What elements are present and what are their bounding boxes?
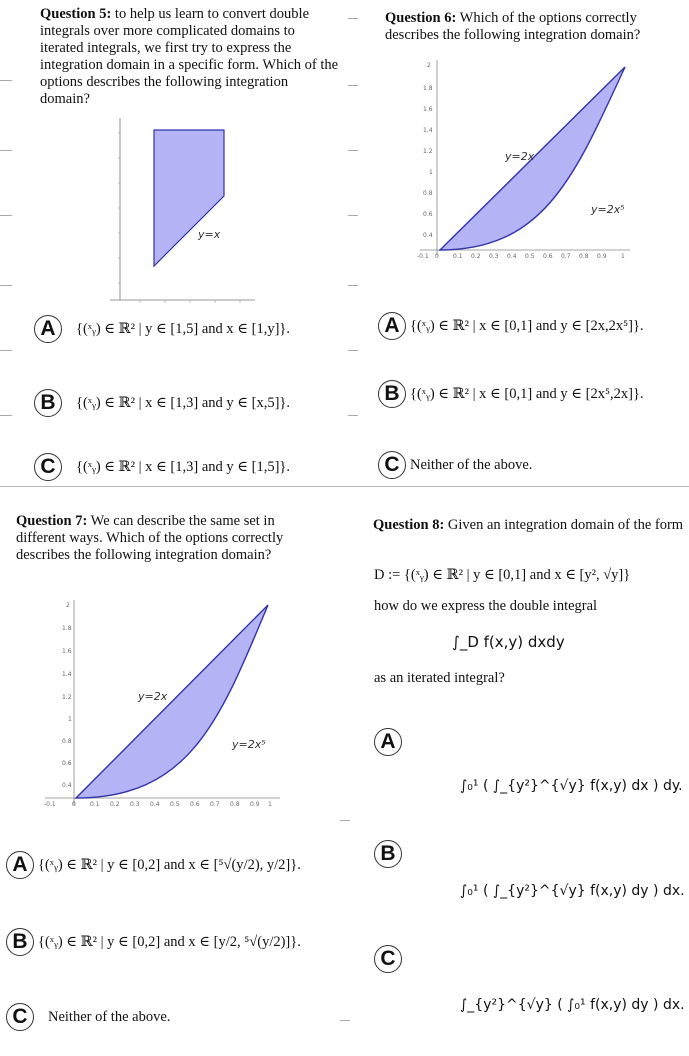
q7-option-a[interactable] — [6, 851, 301, 879]
option-text: Neither of the above. — [410, 456, 533, 473]
option-letter: B — [374, 840, 402, 868]
option-text: {(ˣᵧ) ∈ ℝ² | x ∈ [0,1] and y ∈ [2x⁵,2x]}. — [410, 385, 644, 402]
svg-text:1.2: 1.2 — [423, 148, 433, 155]
svg-text:0.3: 0.3 — [489, 253, 499, 260]
q7-curve2-label: y=2x⁵ — [232, 738, 266, 751]
margin-tick — [348, 415, 358, 416]
svg-text:1.8: 1.8 — [62, 625, 72, 632]
q6-curve1-label: y=2x — [505, 150, 535, 163]
question-5 — [40, 6, 340, 108]
svg-text:0.4: 0.4 — [150, 801, 160, 808]
svg-text:2: 2 — [427, 62, 431, 69]
q8-integral: ∫_D f(x,y) dxdy — [452, 633, 565, 651]
svg-text:1.8: 1.8 — [423, 85, 433, 92]
margin-tick — [0, 215, 12, 216]
margin-tick — [0, 285, 12, 286]
q8-as-text: as an iterated integral? — [374, 670, 505, 686]
question-text: We can describe the same set in different ways. Which of the options correctly describes the following integration domain? — [16, 513, 284, 563]
q6-x-ticks — [417, 253, 625, 260]
section-separator — [0, 486, 689, 487]
q5-domain-region — [154, 130, 224, 266]
svg-text:1: 1 — [268, 801, 272, 808]
question-text: Given an integration domain of the form — [447, 517, 684, 533]
margin-tick — [348, 285, 358, 286]
option-letter: A — [378, 312, 406, 340]
svg-text:0.6: 0.6 — [190, 801, 200, 808]
svg-text:0.2: 0.2 — [471, 253, 481, 260]
option-letter: A — [374, 728, 402, 756]
margin-tick — [340, 1020, 350, 1021]
option-text: Neither of the above. — [48, 1008, 171, 1025]
q7-grid-labels — [62, 602, 72, 789]
q8-option-b-text: ∫₀¹ ( ∫_{y²}^{√y} f(x,y) dy ) dx. — [460, 883, 685, 899]
option-text: {(ˣᵧ) ∈ ℝ² | y ∈ [1,5] and x ∈ [1,y]}. — [76, 320, 290, 337]
svg-text:0.7: 0.7 — [561, 253, 571, 260]
q8-option-a-text: ∫₀¹ ( ∫_{y²}^{√y} f(x,y) dx ) dy. — [460, 778, 683, 794]
svg-text:0.4: 0.4 — [62, 782, 72, 789]
svg-text:0.7: 0.7 — [210, 801, 220, 808]
margin-tick — [348, 350, 358, 351]
q7-domain-region — [76, 605, 268, 798]
svg-text:0.6: 0.6 — [543, 253, 553, 260]
svg-text:0.4: 0.4 — [507, 253, 517, 260]
svg-text:0.3: 0.3 — [130, 801, 140, 808]
margin-tick — [0, 80, 12, 81]
margin-tick — [0, 350, 12, 351]
option-letter: A — [6, 851, 34, 879]
question-7 — [16, 513, 321, 564]
q6-plot — [395, 55, 635, 265]
q6-option-b[interactable] — [378, 380, 644, 408]
q5-option-c[interactable] — [34, 453, 290, 481]
margin-tick — [348, 18, 358, 19]
q8-option-c[interactable] — [374, 945, 402, 973]
svg-text:0.1: 0.1 — [90, 801, 100, 808]
svg-text:-0.1: -0.1 — [44, 801, 56, 808]
question-label: Question 8: — [373, 517, 445, 533]
q6-grid-labels — [423, 62, 433, 239]
svg-text:1: 1 — [68, 716, 72, 723]
q5-option-a[interactable] — [34, 315, 290, 343]
svg-text:0.6: 0.6 — [62, 760, 72, 767]
svg-text:0.9: 0.9 — [597, 253, 607, 260]
margin-tick — [348, 85, 358, 86]
margin-tick — [0, 415, 12, 416]
q6-curve2-label: y=2x⁵ — [591, 203, 625, 216]
question-8 — [373, 517, 685, 534]
option-letter: C — [378, 451, 406, 479]
svg-text:1.4: 1.4 — [62, 671, 72, 678]
svg-text:0.8: 0.8 — [423, 190, 433, 197]
margin-tick — [0, 150, 12, 151]
question-label: Question 5: — [40, 6, 112, 22]
option-text: {(ˣᵧ) ∈ ℝ² | x ∈ [1,3] and y ∈ [x,5]}. — [76, 394, 290, 411]
q8-how-text: how do we express the double integral — [374, 598, 598, 614]
question-6 — [385, 10, 680, 44]
option-letter: A — [34, 315, 62, 343]
svg-text:0.5: 0.5 — [525, 253, 535, 260]
svg-text:0.5: 0.5 — [170, 801, 180, 808]
option-letter: C — [374, 945, 402, 973]
q8-domain-definition: D := {(ˣᵧ) ∈ ℝ² | y ∈ [0,1] and x ∈ [y², √y]} — [374, 567, 631, 583]
svg-text:0.4: 0.4 — [423, 232, 433, 239]
q7-x-ticks — [44, 801, 272, 808]
q8-option-b[interactable] — [374, 840, 402, 868]
option-text: {(ˣᵧ) ∈ ℝ² | y ∈ [0,2] and x ∈ [⁵√(y/2), y/2]}. — [38, 856, 301, 873]
svg-text:0: 0 — [435, 253, 439, 260]
svg-text:0.6: 0.6 — [423, 211, 433, 218]
svg-text:0: 0 — [72, 801, 76, 808]
q8-option-a[interactable] — [374, 728, 402, 756]
svg-text:1.4: 1.4 — [423, 127, 433, 134]
option-text: {(ˣᵧ) ∈ ℝ² | x ∈ [1,3] and y ∈ [1,5]}. — [76, 458, 290, 475]
option-text: {(ˣᵧ) ∈ ℝ² | y ∈ [0,2] and x ∈ [y/2, ⁵√(y/2)]}. — [38, 933, 301, 950]
option-letter: C — [34, 453, 62, 481]
option-letter: B — [378, 380, 406, 408]
svg-text:0.8: 0.8 — [230, 801, 240, 808]
option-text: {(ˣᵧ) ∈ ℝ² | x ∈ [0,1] and y ∈ [2x,2x⁵]}. — [410, 317, 644, 334]
option-letter: B — [6, 928, 34, 956]
svg-text:2: 2 — [66, 602, 70, 609]
q7-curve1-label: y=2x — [138, 690, 168, 703]
svg-text:1.2: 1.2 — [62, 694, 72, 701]
svg-text:1: 1 — [429, 169, 433, 176]
q5-curve-label: y=x — [198, 228, 221, 241]
q8-option-c-text: ∫_{y²}^{√y} ( ∫₀¹ f(x,y) dy ) dx. — [460, 997, 685, 1013]
q5-option-b[interactable] — [34, 389, 290, 417]
svg-text:1: 1 — [621, 253, 625, 260]
svg-text:0.8: 0.8 — [579, 253, 589, 260]
q7-option-c[interactable] — [6, 1003, 170, 1031]
svg-text:0.9: 0.9 — [250, 801, 260, 808]
svg-text:0.1: 0.1 — [453, 253, 463, 260]
margin-tick — [348, 215, 358, 216]
option-letter: B — [34, 389, 62, 417]
svg-text:-0.1: -0.1 — [417, 253, 429, 260]
question-label: Question 7: — [16, 513, 88, 529]
svg-text:0.8: 0.8 — [62, 738, 72, 745]
svg-text:0.2: 0.2 — [110, 801, 120, 808]
margin-tick — [348, 150, 358, 151]
question-text: Which of the options correctly describes the following integration domain? — [385, 10, 641, 43]
q6-option-a[interactable] — [378, 312, 644, 340]
svg-text:1.6: 1.6 — [62, 648, 72, 655]
q7-option-b[interactable] — [6, 928, 301, 956]
question-text: to help us learn to convert double integrals over more complicated domains to iterated integrals, we first try to express the integration domain in a specific form. Which of the options describes the following integration domain? — [40, 6, 339, 107]
option-letter: C — [6, 1003, 34, 1031]
q5-plot — [110, 118, 260, 308]
question-label: Question 6: — [385, 10, 457, 26]
svg-text:1.6: 1.6 — [423, 106, 433, 113]
q7-plot — [40, 595, 285, 810]
margin-tick — [340, 820, 350, 821]
q6-option-c[interactable] — [378, 451, 532, 479]
